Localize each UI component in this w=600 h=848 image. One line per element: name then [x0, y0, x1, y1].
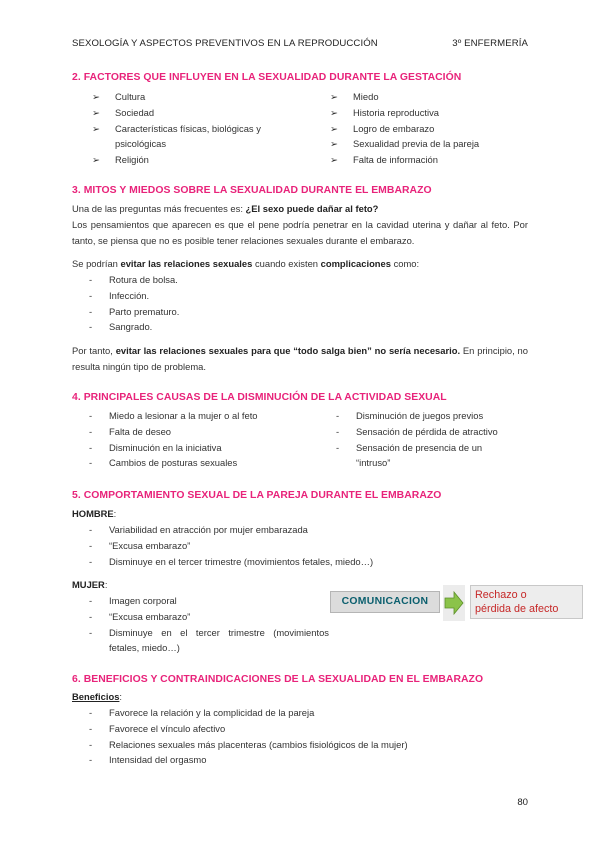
list-item: - Favorece el vínculo afectivo [89, 721, 509, 737]
list-item: ➢ Cultura [92, 89, 292, 105]
list-item: - Sensación de presencia de un “intruso” [336, 441, 483, 469]
header-course: 3º ENFERMERÍA [452, 38, 528, 49]
dash-bullet: - [89, 289, 93, 301]
arrow-bullet-icon: ➢ [92, 122, 100, 134]
dash-bullet: - [89, 524, 93, 535]
arrow-bullet-icon: ➢ [330, 154, 338, 166]
list-item: ➢ Falta de información [330, 152, 530, 168]
beneficios-list [89, 705, 509, 768]
arrow-bullet-icon: ➢ [330, 91, 338, 102]
dash-bullet: - [89, 738, 93, 750]
dash-bullet: - [89, 707, 93, 718]
arrow-bullet-icon: ➢ [92, 154, 100, 166]
section-3-paragraph-1: Los pensamientos que aparecen es que el pene podría penetrar en la cavidad uterina y dañar al feto. Por tanto, se piensa que no es posible tener relaciones sexuales durante el embarazo. [72, 219, 528, 246]
dash-bullet: - [89, 539, 93, 551]
list-item: - “Excusa embarazo” [89, 609, 329, 625]
dash-bullet: - [89, 555, 93, 567]
mujer-list [89, 593, 329, 656]
list-item: - Parto prematuro. [89, 304, 389, 320]
section-3-paragraph-2: Se podrían evitar las relaciones sexuales cuando existen complicaciones como: [72, 258, 420, 269]
list-item: - Disminución de juegos previos [336, 408, 526, 424]
list-item: ➢ Sociedad [92, 105, 292, 121]
list-item: ➢ Historia reproductiva [330, 105, 530, 121]
list-item: - Rotura de bolsa. [89, 272, 389, 288]
section-5-title: 5. COMPORTAMIENTO SEXUAL DE LA PAREJA DURANTE EL EMBARAZO [72, 490, 442, 501]
section-3-paragraph-3: Por tanto, evitar las relaciones sexuales para que “todo salga bien” no sería necesario. En principio, no resulta ningún tipo de problema. [72, 345, 528, 372]
list-item: ➢ Miedo [330, 89, 530, 105]
dash-bullet: - [336, 441, 340, 453]
list-item: - Cambios de posturas sexuales [89, 455, 319, 471]
list-item: - Sensación de pérdida de atractivo [336, 424, 526, 440]
beneficios-label: Beneficios: [72, 691, 123, 702]
dash-bullet: - [89, 305, 93, 317]
list-item: - Imagen corporal [89, 593, 329, 609]
arrow-bullet-icon: ➢ [92, 106, 100, 118]
page-number: 80 [517, 797, 528, 808]
section-3-question: Una de las preguntas más frecuentes es: ¿El sexo puede dañar al feto? [72, 203, 379, 214]
section-3-complications-list [89, 272, 389, 335]
dash-bullet: - [89, 410, 93, 421]
list-item: - “Excusa embarazo” [89, 538, 509, 554]
section-4-left-list [89, 408, 319, 471]
rejection-line-2: pérdida de afecto [475, 603, 559, 615]
hombre-list [89, 522, 509, 569]
section-2-left-list [92, 89, 292, 168]
list-item: - Disminuye en el tercer trimestre (movimientos fetales, miedo…) [89, 626, 329, 654]
dash-bullet: - [89, 722, 93, 734]
list-item: - Relaciones sexuales más placenteras (cambios fisiológicos de la mujer) [89, 737, 509, 753]
list-item: - Intensidad del orgasmo [89, 752, 509, 768]
list-item: ➢ Características físicas, biológicas y psicológicas [92, 122, 261, 150]
list-item: - Falta de deseo [89, 424, 319, 440]
dash-bullet: - [89, 274, 93, 285]
dash-bullet: - [89, 595, 93, 606]
list-item: ➢ Logro de embarazo [330, 121, 530, 137]
list-item: - Miedo a lesionar a la mujer o al feto [89, 408, 319, 424]
dash-bullet: - [89, 441, 93, 453]
dash-bullet: - [89, 626, 93, 638]
dash-bullet: - [89, 457, 93, 469]
dash-bullet: - [336, 425, 340, 437]
rejection-box [470, 585, 583, 619]
dash-bullet: - [89, 754, 93, 766]
section-6-title: 6. BENEFICIOS Y CONTRAINDICACIONES DE LA SEXUALIDAD EN EL EMBARAZO [72, 674, 484, 685]
list-item: ➢ Religión [92, 152, 292, 168]
rejection-line-1: Rechazo o [475, 589, 527, 601]
list-item: - Variabilidad en atracción por mujer embarazada [89, 522, 509, 538]
list-item: - Infección. [89, 288, 389, 304]
list-item: - Disminuye en el tercer trimestre (movimientos fetales, miedo…) [89, 554, 509, 570]
arrow-bullet-icon: ➢ [330, 122, 338, 134]
dash-bullet: - [89, 610, 93, 622]
dash-bullet: - [89, 321, 93, 333]
mujer-label: MUJER: [72, 579, 108, 590]
dash-bullet: - [336, 410, 340, 421]
list-item: - Favorece la relación y la complicidad de la pareja [89, 705, 509, 721]
communication-diagram [330, 585, 583, 621]
arrow-bullet-icon: ➢ [330, 106, 338, 118]
arrow-bullet-icon: ➢ [92, 91, 100, 102]
section-2-title: 2. FACTORES QUE INFLUYEN EN LA SEXUALIDAD DURANTE LA GESTACIÓN [72, 72, 462, 83]
header-subject: SEXOLOGÍA Y ASPECTOS PREVENTIVOS EN LA REPRODUCCIÓN [72, 38, 378, 49]
list-item: - Sangrado. [89, 319, 389, 335]
communication-box: COMUNICACION [330, 591, 440, 613]
section-4-title: 4. PRINCIPALES CAUSAS DE LA DISMINUCIÓN DE LA ACTIVIDAD SEXUAL [72, 392, 447, 403]
section-2-right-list [330, 89, 530, 168]
section-4-right-list [336, 408, 526, 471]
arrow-bullet-icon: ➢ [330, 138, 338, 150]
arrow-right-icon-svg [443, 585, 465, 621]
dash-bullet: - [89, 425, 93, 437]
hombre-label: HOMBRE: [72, 508, 117, 519]
list-item: ➢ Sexualidad previa de la pareja [330, 136, 530, 152]
arrow-right-icon [443, 585, 465, 621]
section-3-title: 3. MITOS Y MIEDOS SOBRE LA SEXUALIDAD DURANTE EL EMBARAZO [72, 185, 432, 196]
list-item: - Disminución en la iniciativa [89, 440, 319, 456]
